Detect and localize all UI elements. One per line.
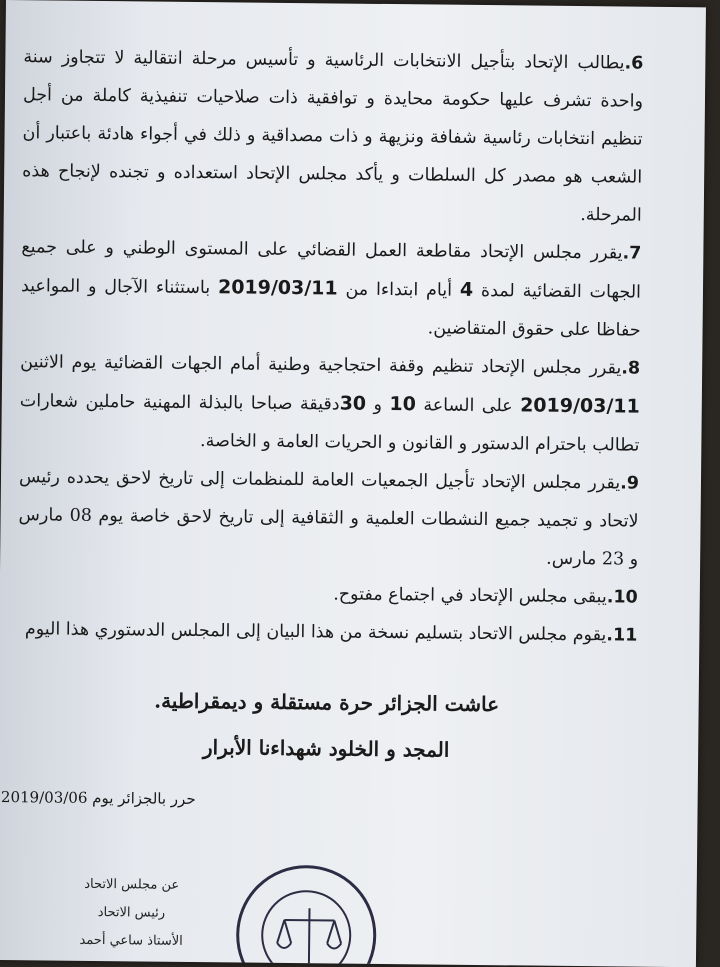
item-text: يقرر مجلس الإتحاد تأجيل الجمعيات العامة للمنظمات إلى تاريخ لاحق يحدده رئيس لاتحاد و تجميد جميع النشطات العلمية و الثقافية إلى تاريخ لاحق خاصة يوم 08 مارس و 23 مارس. bbox=[18, 467, 639, 570]
list-item bbox=[22, 38, 644, 234]
list-item bbox=[17, 610, 637, 654]
signature-line: عن مجلس الاتحاد bbox=[84, 876, 180, 893]
item-emphasis: 2019/03/11 bbox=[217, 276, 338, 300]
item-text: على الساعة bbox=[415, 395, 521, 417]
item-text: و bbox=[365, 394, 390, 416]
item-number: 6. bbox=[624, 53, 644, 74]
item-text: يقرر مجلس الإتحاد مقاطعة العمل القضائي على المستوى الوطني و على جميع الجهات القضائية لمدة bbox=[21, 237, 642, 303]
item-emphasis: 2019/03/11 bbox=[520, 394, 640, 418]
item-number: 10. bbox=[606, 587, 638, 608]
item-number: 7. bbox=[622, 243, 642, 264]
item-emphasis: 30 bbox=[339, 392, 367, 415]
item-text: يقوم مجلس الاتحاد بتسليم نسخة من هذا البيان إلى المجلس الدستوري هذا اليوم bbox=[24, 619, 607, 646]
scales-of-justice-icon bbox=[238, 867, 379, 967]
official-stamp bbox=[235, 864, 376, 967]
signature-line: رئيس الاتحاد bbox=[97, 905, 166, 921]
item-emphasis: 10 bbox=[389, 393, 417, 416]
slogan-line: عاشت الجزائر حرة مستقلة و ديمقراطية. bbox=[154, 688, 500, 717]
signature-block bbox=[36, 870, 227, 956]
item-text: دقيقة صباحا بالبذلة المهنية حاملين شعارات تطالب باحترام الدستور و القانون و الحريات العامة و الخاصة. bbox=[19, 391, 640, 456]
list-item bbox=[18, 458, 639, 578]
slogan-line: المجد و الخلود شهداءنا الأبرار bbox=[202, 735, 450, 762]
list-item bbox=[18, 572, 638, 616]
signature-line: الأستاذ ساعي أحمد bbox=[79, 932, 183, 949]
item-text: يقرر مجلس الإتحاد تنظيم وقفة احتجاجية وطنية أمام الجهات القضائية يوم الاثنين bbox=[20, 352, 622, 379]
list-item bbox=[20, 228, 641, 349]
item-emphasis: 4 bbox=[459, 278, 474, 301]
item-number: 11. bbox=[606, 625, 638, 646]
closing-slogans bbox=[16, 676, 637, 774]
item-number: 9. bbox=[620, 473, 640, 494]
issue-date: حرر بالجزائر يوم 2019/03/06. bbox=[0, 787, 196, 809]
item-number: 8. bbox=[621, 358, 641, 379]
list-item bbox=[19, 343, 640, 464]
document-body bbox=[0, 38, 644, 812]
item-text: أيام ابتداءا من bbox=[337, 279, 460, 301]
item-text: يطالب الإتحاد بتأجيل الانتخابات الرئاسية و تأسيس مرحلة انتقالية لا تتجاوز سنة واحدة تشرف عليها حكومة محايدة و توافقية ذات صلاحيات تنفيذية كاملة من أجل تنظيم انتخابات رئاسية شفافة ونزيهة و ذات مصداقية و ذلك في أجواء هادئة باعتبار أن الشعب هو مصدر كل السلطات و يأكد مجلس الإتحاد استعداده و تجنده لإنجاح هذه المرحلة. bbox=[22, 47, 644, 226]
item-text: باستثناء الآجال و المواعيد حفاظا على حقوق المتقاضين. bbox=[20, 276, 641, 341]
item-text: يبقى مجلس الإتحاد في اجتماع مفتوح. bbox=[333, 584, 607, 608]
